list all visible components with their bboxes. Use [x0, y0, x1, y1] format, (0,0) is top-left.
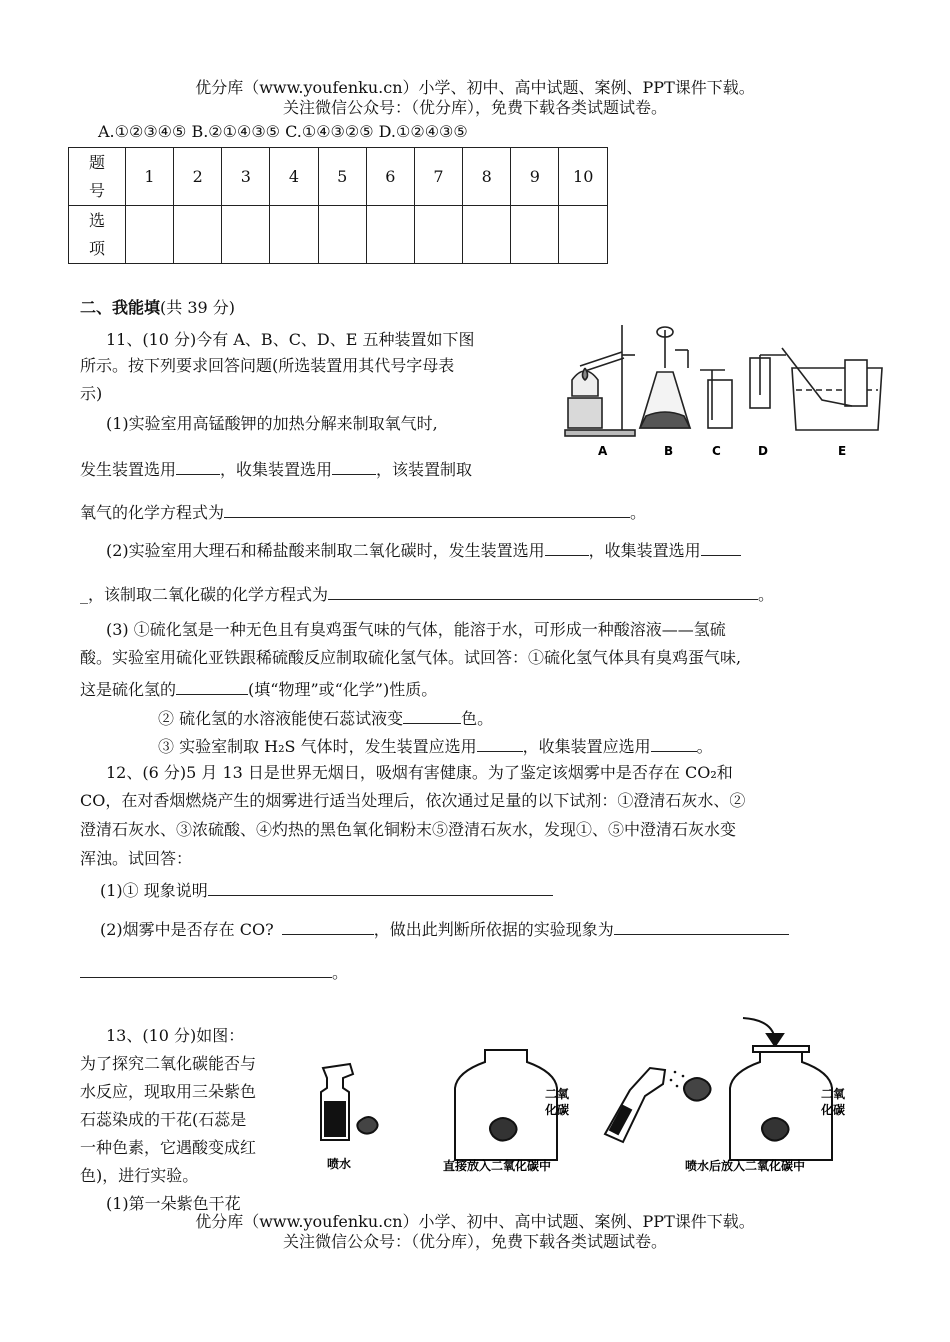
- answer-table-num: 6: [366, 148, 414, 206]
- answer-table-num: 8: [463, 148, 511, 206]
- q11-text: (填“物理”或“化学”)性质。: [248, 680, 438, 699]
- caption-spray: 喷水: [327, 1157, 352, 1171]
- q12-answer-1: [100, 878, 553, 901]
- q11-part1-line-1: (1)实验室用高锰酸钾的加热分解来制取氧气时,: [106, 414, 438, 433]
- q13-line: 石蕊染成的干花(石蕊是: [80, 1110, 247, 1129]
- flower-icon: [357, 1117, 377, 1134]
- answer-table-row-choice: [69, 206, 608, 264]
- answer-table-num: 2: [174, 148, 222, 206]
- q11-blank-h2s-generator[interactable]: [477, 734, 523, 752]
- co2-label-jar1: 二氧: [545, 1087, 570, 1101]
- q11-blank-co2-collector[interactable]: [701, 538, 741, 556]
- answer-table-row-number: [69, 148, 608, 206]
- q12-text: (1)① 现象说明: [100, 881, 208, 900]
- q13-line: (1)第一朵紫色干花: [106, 1194, 241, 1213]
- flower-icon: [762, 1118, 789, 1141]
- q12-answer-2-cont: [80, 960, 348, 983]
- q13-line: 一种色素，它遇酸变成红: [80, 1138, 257, 1157]
- q12-blank-evidence-cont[interactable]: [80, 960, 332, 978]
- stand-base: [565, 430, 635, 436]
- apparatus-figure: [560, 320, 885, 460]
- q13-text-block: [80, 1022, 300, 1218]
- q12-blank-co-exists[interactable]: [282, 917, 374, 935]
- q13-line: 为了探究二氧化碳能否与: [80, 1054, 257, 1073]
- section-title: [80, 298, 235, 318]
- flower-icon: [684, 1078, 711, 1101]
- q11-blank-co2-generator[interactable]: [545, 538, 589, 556]
- q11-text: 这是硫化氢的: [80, 680, 177, 699]
- answer-cell[interactable]: [270, 206, 318, 264]
- answer-cell[interactable]: [222, 206, 270, 264]
- q12-text: 。: [332, 963, 349, 982]
- flower-icon: [490, 1118, 517, 1141]
- q11-blank-generator[interactable]: [176, 457, 220, 475]
- q11-blank-color[interactable]: [403, 706, 461, 724]
- q11-text: 。: [758, 585, 775, 604]
- figure-label-c: C: [712, 444, 721, 458]
- q11-text: ③ 实验室制取 H₂S 气体时，发生装置应选用: [158, 737, 477, 756]
- answer-cell[interactable]: [559, 206, 608, 264]
- q11-part3-line-2: 酸。实验室用硫化亚铁跟稀硫酸反应制取硫化氢气体。试回答：①硫化氢气体具有臭鸡蛋气味,: [80, 648, 742, 667]
- answer-table-num: 10: [559, 148, 608, 206]
- co2-label-jar2: 化碳: [821, 1103, 846, 1117]
- figure-label-a: A: [598, 444, 608, 458]
- footer-line-1: 优分库（www.youfenku.cn）小学、初中、高中试题、案例、PPT课件下载。: [195, 1212, 755, 1231]
- q11-text: 发生装置选用: [80, 460, 177, 479]
- answer-cell[interactable]: [174, 206, 222, 264]
- q11-text: ，收集装置选用: [220, 460, 333, 479]
- q11-part3-line-5: [158, 734, 713, 757]
- wood-block: [568, 398, 602, 428]
- q11-text: (2)实验室用大理石和稀盐酸来制取二氧化碳时，发生装置选用: [106, 541, 545, 560]
- q11-text: 氧气的化学方程式为: [80, 503, 225, 522]
- choice-options: A.①②③④⑤ B.②①④③⑤ C.①④③②⑤ D.①②④③⑤: [98, 122, 468, 141]
- answer-cell[interactable]: [463, 206, 511, 264]
- q12-line-2: CO，在对香烟燃烧产生的烟雾进行适当处理后，依次通过足量的以下试剂：①澄清石灰水、②: [80, 791, 746, 810]
- answer-cell[interactable]: [511, 206, 559, 264]
- answer-table-num: 9: [511, 148, 559, 206]
- figure-label-d: D: [758, 444, 768, 458]
- answer-cell[interactable]: [414, 206, 462, 264]
- co2-label-jar1: 化碳: [545, 1103, 570, 1117]
- q11-line-3: 示): [80, 384, 103, 403]
- q12-text: (2)烟雾中是否存在 CO?: [100, 920, 274, 939]
- q11-part2-line-1: [106, 538, 741, 561]
- q13-line: 13、(10 分)如图：: [106, 1026, 245, 1045]
- q11-part3-line-3: [80, 677, 437, 700]
- collecting-bottle-e: [845, 360, 867, 406]
- answer-table: [68, 147, 608, 264]
- q12-line-4: 浑浊。试回答：: [80, 849, 193, 868]
- q11-blank-property[interactable]: [176, 677, 248, 695]
- answer-table-row2-label: 选项: [69, 206, 126, 264]
- answer-table-num: 4: [270, 148, 318, 206]
- header-line-1: 优分库（www.youfenku.cn）小学、初中、高中试题、案例、PPT课件下载。: [195, 78, 755, 97]
- q13-experiment-figure: [305, 1010, 865, 1180]
- answer-table-row1-label: 题号: [69, 148, 126, 206]
- q11-line-1: 11、(10 分)今有 A、B、C、D、E 五种装置如下图: [106, 330, 475, 349]
- q11-part3-line-1: (3) ①硫化氢是一种无色且有臭鸡蛋气味的气体，能溶于水，可形成一种酸溶液——氢硫: [106, 620, 726, 639]
- q12-line-1: 12、(6 分)5 月 13 日是世界无烟日，吸烟有害健康。为了鉴定该烟雾中是否存在 CO₂和: [106, 763, 733, 782]
- q11-blank-collector[interactable]: [332, 457, 376, 475]
- test-tube: [580, 352, 622, 366]
- q11-part1-line-2: [80, 457, 472, 480]
- answer-table-num: 1: [125, 148, 173, 206]
- q11-blank-h2s-collector[interactable]: [651, 734, 697, 752]
- answer-cell[interactable]: [366, 206, 414, 264]
- section-title-text: 二、我能填: [80, 298, 161, 317]
- q11-line-2: 所示。按下列要求回答问题(所选装置用其代号字母表: [80, 356, 455, 375]
- q11-text: 色。: [461, 709, 494, 728]
- q13-line: 水反应，现取用三朵紫色: [80, 1082, 257, 1101]
- q11-part2-line-2: [80, 582, 774, 605]
- q11-part1-line-3: [80, 500, 646, 523]
- q11-text: 。: [696, 737, 713, 756]
- answer-table-num: 5: [318, 148, 366, 206]
- q11-text: ，该装置制取: [376, 460, 473, 479]
- q11-blank-co2-equation[interactable]: [328, 582, 758, 600]
- q11-blank-equation[interactable]: [224, 500, 630, 518]
- q11-part3-line-4: [158, 706, 493, 729]
- answer-table-num: 3: [222, 148, 270, 206]
- co2-label-jar2: 二氧: [821, 1087, 846, 1101]
- q11-text: ，收集装置应选用: [522, 737, 651, 756]
- q12-blank-phenomenon[interactable]: [208, 878, 553, 896]
- section-score: (共 39 分): [160, 298, 236, 317]
- q12-answer-2: [100, 917, 789, 940]
- answer-cell[interactable]: [318, 206, 366, 264]
- q11-text: ，收集装置选用: [588, 541, 701, 560]
- figure-label-e: E: [838, 444, 847, 458]
- figure-label-b: B: [664, 444, 674, 458]
- q11-text: _，该制取二氧化碳的化学方程式为: [80, 585, 329, 604]
- answer-cell[interactable]: [125, 206, 173, 264]
- q12-blank-evidence[interactable]: [614, 917, 789, 935]
- q12-text: ，做出此判断所依据的实验现象为: [373, 920, 614, 939]
- q12-line-3: 澄清石灰水、③浓硫酸、④灼热的黑色氧化铜粉末⑤澄清石灰水，发现①、⑤中澄清石灰水变: [80, 820, 737, 839]
- q11-text: ② 硫化氢的水溶液能使石蕊试液变: [158, 709, 404, 728]
- jar-icon: [730, 1050, 832, 1160]
- jar-icon: [455, 1050, 557, 1160]
- q11-text: 。: [630, 503, 647, 522]
- caption-spray-then-co2: 喷水后放入二氧化碳中: [685, 1159, 806, 1173]
- q13-line: 色)，进行实验。: [80, 1166, 199, 1185]
- footer-line-2: 关注微信公众号：（优分库），免费下载各类试题试卷。: [282, 1232, 667, 1251]
- header-line-2: 关注微信公众号：（优分库），免费下载各类试题试卷。: [282, 98, 667, 117]
- answer-table-num: 7: [414, 148, 462, 206]
- caption-direct-co2: 直接放入二氧化碳中: [443, 1159, 552, 1173]
